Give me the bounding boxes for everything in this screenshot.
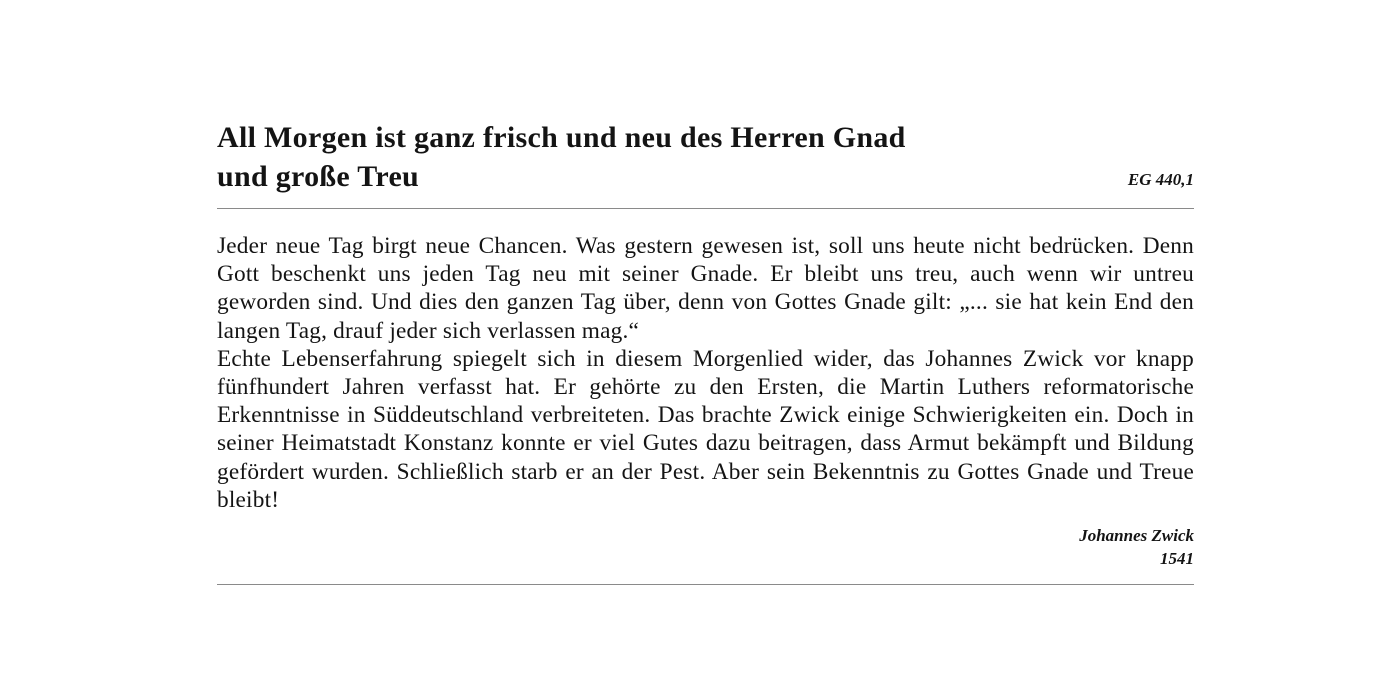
paragraph-2: Echte Lebenserfahrung spiegelt sich in diesem Morgenlied wider, das Johannes Zwick vor knapp fünfhundert Jahren verfasst hat. Er gehörte zu den Ersten, die Martin Luthers reformatorische Erkenntnisse in Süddeutschland verbreiteten. Das brachte Zwick einige Schwierigkeiten ein. Doch in seiner Heimatstadt Konstanz konnte er viel Gutes dazu beitragen, dass Armut bekämpft und Bildung gefördert wurden. Schließlich starb er an der Pest. Aber sein Bekenntnis zu Gottes Gnade und Treue bleibt! xyxy=(217,345,1194,513)
author-year: 1541 xyxy=(1160,549,1194,569)
paragraph-1: Jeder neue Tag birgt neue Chancen. Was gestern gewesen ist, soll uns heute nicht bedrücken. Denn Gott beschenkt uns jeden Tag neu mit seiner Gnade. Er bleibt uns treu, auch wenn wir untreu geworden sind. Und dies den ganzen Tag über, denn von Gottes Gnade gilt: „... sie hat kein End den langen Tag, drauf jeder sich verlassen mag.“ xyxy=(217,233,1194,344)
title-line-1: All Morgen ist ganz frisch und neu des Herren Gnad xyxy=(217,121,906,154)
devotional-page xyxy=(217,118,1194,585)
page-title xyxy=(217,118,1037,196)
author-name: Johannes Zwick xyxy=(1079,526,1194,546)
header xyxy=(217,118,1194,209)
title-line-2: und große Treu xyxy=(217,160,420,193)
body-text xyxy=(217,232,1194,514)
author-block xyxy=(217,524,1194,585)
hymn-reference: EG 440,1 xyxy=(1127,170,1194,189)
